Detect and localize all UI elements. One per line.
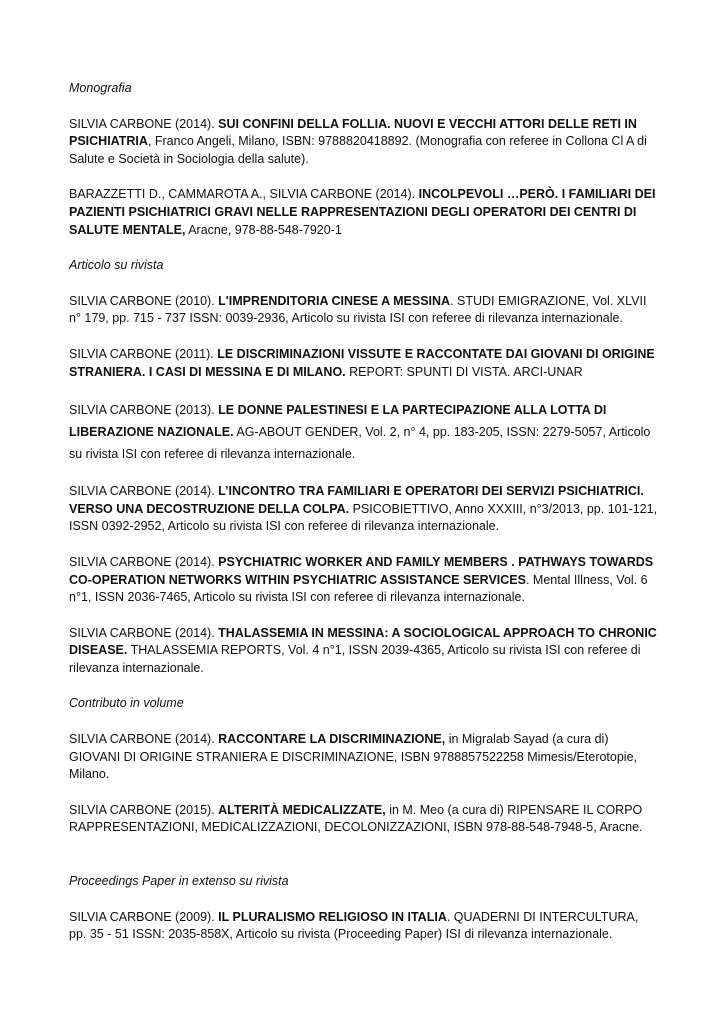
entry-authors: SILVIA CARBONE (2010).	[69, 293, 219, 308]
entry-authors: SILVIA CARBONE (2014).	[69, 554, 219, 569]
entry-details: AG-ABOUT GENDER, Vol. 2, n° 4, pp. 183-205, ISSN: 2279-5057, Articolo su rivista ISI con referee di rilevanza internazionale.	[69, 425, 651, 462]
entry-title: PSYCHIATRIC WORKER AND FAMILY MEMBERS . PATHWAYS TOWARDS CO-OPERATION NETWORKS WITHIN PSYCHIATRIC ASSISTANCE SERVICES	[69, 554, 654, 587]
bibliography-entry	[69, 802, 659, 837]
entry-details: in M. Meo (a cura di) RIPENSARE IL CORPO RAPPRESENTAZIONI, MEDICALIZZAZIONI, DECOLONIZZAZIONI, ISBN 978-88-548-7948-5, Aracne.	[69, 802, 643, 835]
entry-authors: SILVIA CARBONE (2014).	[69, 625, 219, 640]
entry-authors: SILVIA CARBONE (2014).	[69, 484, 219, 499]
entry-authors: SILVIA CARBONE (2015).	[69, 802, 219, 817]
entry-details: . STUDI EMIGRAZIONE, Vol. XLVII n° 179, pp. 715 - 737 ISSN: 0039-2936, Articolo su rivista ISI con referee di rilevanza internazionale.	[69, 293, 647, 326]
bibliography-entry	[69, 483, 659, 536]
entry-details: , Franco Angeli, Milano, ISBN: 9788820418892. (Monografia con referee in Collona Cl A di Salute e Società in Sociologia della salute).	[69, 134, 647, 166]
section-heading-articolo: Articolo su rivista	[69, 258, 164, 273]
bibliography-entry	[69, 116, 659, 169]
section-heading-proceedings: Proceedings Paper in extenso su rivista	[69, 874, 289, 889]
bibliography-entry	[69, 554, 659, 607]
entry-authors: SILVIA CARBONE (2009).	[69, 909, 219, 924]
entry-authors: SILVIA CARBONE (2011).	[69, 346, 218, 361]
document-page	[69, 80, 659, 944]
entry-title: LE DONNE PALESTINESI E LA PARTECIPAZIONE ALLA LOTTA DI LIBERAZIONE NAZIONALE.	[69, 403, 607, 440]
entry-title: IL PLURALISMO RELIGIOSO IN ITALIA	[218, 909, 447, 924]
bibliography-entry	[69, 731, 659, 784]
entry-authors: SILVIA CARBONE (2013).	[69, 403, 219, 418]
bibliography-entry	[69, 293, 659, 328]
entry-details: . QUADERNI DI INTERCULTURA, pp. 35 - 51 ISSN: 2035-858X, Articolo su rivista (Proceeding Paper) ISI di rilevanza internazionale.	[69, 909, 639, 942]
section-heading-monografia: Monografia	[69, 81, 132, 95]
entry-authors: SILVIA CARBONE (2014).	[69, 732, 219, 747]
entry-details: THALASSEMIA REPORTS, Vol. 4 n°1, ISSN 2039-4365, Articolo su rivista ISI con referee di rilevanza internazionale.	[69, 643, 641, 675]
entry-title: RACCONTARE LA DISCRIMINAZIONE,	[218, 732, 446, 747]
bibliography-entry	[69, 399, 659, 465]
bibliography-entry	[69, 909, 659, 944]
bibliography-entry	[69, 186, 659, 239]
entry-title: SUI CONFINI DELLA FOLLIA. NUOVI E VECCHI ATTORI DELLE RETI IN PSICHIATRIA	[69, 116, 637, 149]
entry-details: REPORT: SPUNTI DI VISTA. ARCI-UNAR	[345, 364, 583, 379]
entry-details: PSICOBIETTIVO, Anno XXXIII, n°3/2013, pp. 101-121, ISSN 0392-2952, Articolo su rivista ISI con referee di rilevanza internazionale.	[69, 501, 658, 534]
entry-authors: SILVIA CARBONE (2014).	[69, 116, 219, 131]
entry-title: L’INCONTRO TRA FAMILIARI E OPERATORI DEI SERVIZI PSICHIATRICI. VERSO UNA DECOSTRUZIONE DELLA COLPA.	[69, 484, 644, 516]
section-heading-contributo: Contributo in volume	[69, 696, 184, 711]
entry-details: . Mental Illness, Vol. 6 n°1, ISSN 2036-7465, Articolo su rivista ISI con referee di rilevanza internazionale.	[69, 572, 648, 605]
entry-details: Aracne, 978-88-548-7920-1	[185, 222, 342, 237]
entry-title: THALASSEMIA IN MESSINA: A SOCIOLOGICAL APPROACH TO CHRONIC DISEASE.	[69, 625, 657, 658]
entry-title: L'IMPRENDITORIA CINESE A MESSINA	[218, 293, 451, 308]
entry-title: LE DISCRIMINAZIONI VISSUTE E RACCONTATE DAI GIOVANI DI ORIGINE STRANIERA. I CASI DI MESSINA E DI MILANO.	[69, 346, 655, 379]
entry-title: INCOLPEVOLI …PERÒ. I FAMILIARI DEI PAZIENTI PSICHIATRICI GRAVI NELLE RAPPRESENTAZIONI DEGLI OPERATORI DEI CENTRI DI SALUTE MENTALE,	[69, 187, 656, 237]
entry-details: in Migralab Sayad (a cura di) GIOVANI DI ORIGINE STRANIERA E DISCRIMINAZIONE, ISBN 9788857522258 Mimesis/Eterotopie, Milano.	[69, 732, 638, 782]
entry-title: ALTERITÀ MEDICALIZZATE,	[218, 802, 386, 817]
bibliography-entry	[69, 625, 659, 678]
bibliography-entry	[69, 346, 659, 381]
entry-authors: BARAZZETTI D., CAMMAROTA A., SILVIA CARBONE (2014).	[69, 187, 419, 202]
